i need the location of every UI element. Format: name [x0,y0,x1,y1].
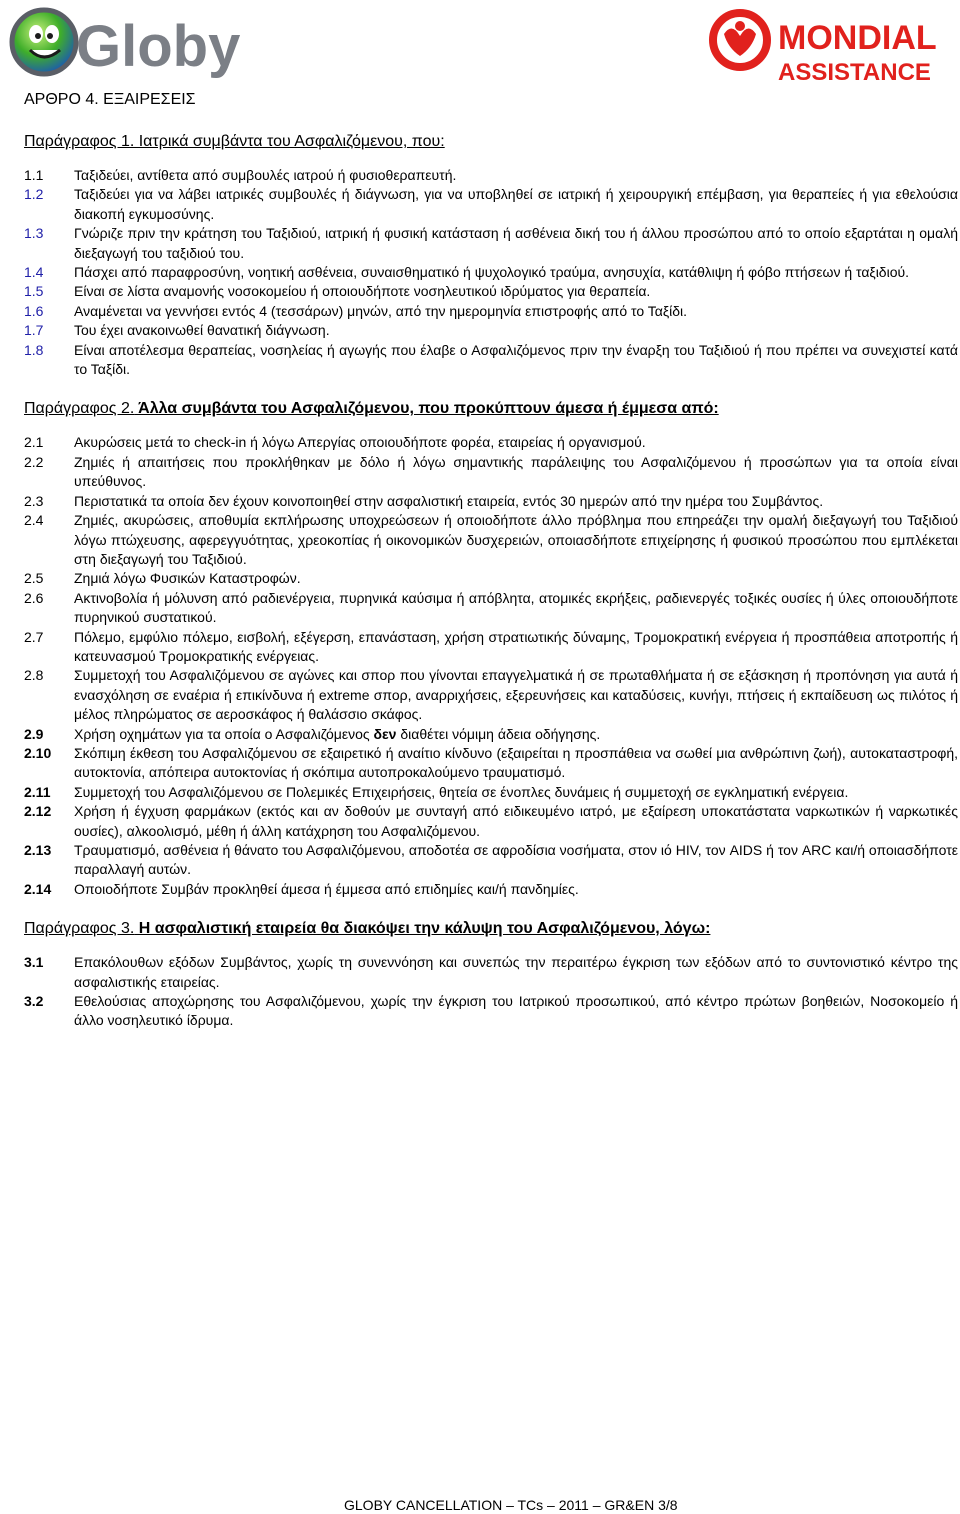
list-item: 1.8 Είναι αποτέλεσμα θεραπείας, νοσηλείας ή αγωγής που έλαβε ο Ασφαλιζόμενος πριν την έναρξη του Ταξιδιού ή που πρέπει να συνεχιστεί κατά το Ταξίδι. [24,341,958,378]
list-item: 1.5 Είναι σε λίστα αναμονής νοσοκομείου ή οποιουδήποτε νοσηλευτικού ιδρύματος για θεραπεία. [24,283,651,300]
paragraph-2-title: Παράγραφος 2. Άλλα συμβάντα του Ασφαλιζόμενου, που προκύπτουν άμεσα ή έμμεσα από: [24,400,719,418]
paragraph-3-items [24,953,958,1031]
list-item: 1.2 Ταξιδεύει για να λάβει ιατρικές συμβουλές ή διάγνωση, για να υποβληθεί σε ιατρική ή χειρουργική επέμβαση, για θεραπείες ή για εθελούσια διακοπή εγκυμοσύνης. [24,186,958,222]
list-item: 2.7 Πόλεμο, εμφύλιο πόλεμο, εισβολή, εξέγερση, επανάσταση, χρήση στρατιωτικής δύναμης, Τρομοκρατική ενέργεια ή προσπάθεια αποτροπής ή κατευνασμού Τρομοκρατικής ενέργειας. [24,628,958,664]
list-item: 2.13 Τραυματισμό, ασθένεια ή θάνατο του Ασφαλιζόμενου, αποδοτέα σε αφροδίσια νοσήματα, στον ιό HIV, τον AIDS ή τον ARC και/ή οποιασδήποτε παραλλαγή αυτών. [24,842,958,878]
list-item: 1.4 Πάσχει από παραφροσύνη, νοητική ασθένεια, συναισθηματικό ή ψυχολογικό τραύμα, ανησυχία, κατάθλιψη ή φόβο πτήσεων ή ταξιδιού. [24,264,910,281]
document-body [24,90,958,1051]
list-item: 1.3 Γνώριζε πριν την κράτηση του Ταξιδιού, ιατρική ή φυσική κατάσταση ή ασθένεια δική του ή άλλου προσώπου από το οποίο εξαρτάται η ομαλή διεξαγωγή του ταξιδιού του. [24,225,958,261]
paragraph-1-items [24,166,958,379]
list-item: 2.11 Συμμετοχή του Ασφαλιζόμενου σε Πολεμικές Επιχειρήσεις, θητεία σε ένοπλες δυνάμεις ή συμμετοχή σε εγκληματική ενέργεια. [24,783,849,800]
list-item: 3.1 Επακόλουθων εξόδων Συμβάντος, χωρίς τη συνεννόηση και συνεπώς την περαιτέρω έγκριση των εξόδων από το συντονιστικό κέντρο της ασφαλιστικής εταιρείας. [24,954,958,990]
list-item: 2.2 Ζημιές ή απαιτήσεις που προκλήθηκαν με δόλο ή λόγω σημαντικής παράλειψης του Ασφαλιζόμενου ή προσώπων για τα οποία είναι υπεύθυνος. [24,453,958,490]
list-item: 2.10 Σκόπιμη έκθεση του Ασφαλιζόμενου σε εξαιρετικό ή αναίτιο κίνδυνο (εξαιρείται η προσπάθεια να σωθεί μια ανθρώπινη ζωή), αυτοκαταστροφή, αυτοκτονία, απόπειρα αυτοκτονίας ή σκόπιμα αυτοπροκαλούμενο τραυματισμό. [24,744,958,781]
list-item: 2.12 Χρήση ή έγχυση φαρμάκων (εκτός και αν δοθούν με συνταγή από ειδικευμένο ιατρό, με εξαίρεση υποκατάστατα ναρκωτικών ή ναρκωτικές ουσίες), αλκοολισμό, μέθη ή άλλη κατάχρηση του Ασφαλιζόμενου. [24,803,958,839]
list-item: 1.7 Του έχει ανακοινωθεί θανατική διάγνωση. [24,322,330,339]
svg-text:Globy: Globy [76,14,241,79]
list-item: 2.8 Συμμετοχή του Ασφαλιζόμενου σε αγώνες και σπορ που γίνονται επαγγελματικά ή σε πρωταθλήματα ή σε εξάσκηση ή προπόνηση για αυτά ή ενασχόληση σε εναέρια ή επικίνδυνα ή extreme σπορ, αναρριχήσεις, εξερευνήσεις και καταδύσεις, κυνήγι, πτήσεις ή εκπαίδευση ως πιλότος ή μέλος πληρώματος σε αεροσκάφος ή θαλάσσιο σκάφος. [24,667,958,723]
list-item: 2.14 Οποιοδήποτε Συμβάν προκληθεί άμεσα ή έμμεσα από επιδημίες και/ή πανδημίες. [24,880,579,897]
article-title: ΑΡΘΡΟ 4. ΕΞΑΙΡΕΣΕΙΣ [24,91,196,108]
list-item: 2.6 Ακτινοβολία ή μόλυνση από ραδιενέργεια, πυρηνικά καύσιμα ή απόβλητα, ατομικές εκρήξεις, ραδιενεργές τοξικές ουσίες ή ύλες οποιουδήποτε πυρηνικού συστατικού. [24,589,958,626]
page-footer: GLOBY CANCELLATION – TCs – 2011 – GR&EN 3/8 [344,1497,678,1513]
list-item: 2.4 Ζημιές, ακυρώσεις, αποθυμία εκπλήρωσης υποχρεώσεων ή οποιοδήποτε άλλο πρόβλημα που επηρεάζει την ομαλή διεξαγωγή του Ταξιδιού λόγω πτώχευσης, αφερεγγυότητας, χρεοκοπίας ή οικονομικών δυσχερειών, οποιασδήποτε επιχείρησης ή φυσικού προσώπου που εμπλέκεται στη διεξαγωγή του Ταξιδιού. [24,512,958,567]
list-item: 2.1 Ακυρώσεις μετά το check-in ή λόγω Απεργίας οποιουδήποτε φορέα, εταιρείας ή οργανισμού. [24,434,646,451]
paragraph-2-items [24,433,958,899]
paragraph-3-title: Παράγραφος 3. Η ασφαλιστική εταιρεία θα διακόψει την κάλυψη του Ασφαλιζόμενου, λόγω: [24,920,711,938]
paragraph-1-title: Παράγραφος 1. Ιατρικά συμβάντα του Ασφαλιζόμενου, που: [24,133,445,150]
list-item: 1.6 Αναμένεται να γεννήσει εντός 4 (τεσσάρων) μηνών, από την ημερομηνία επιστροφής από το Ταξίδι. [24,302,688,319]
list-item: 1.1 Ταξιδεύει, αντίθετα από συμβουλές ιατρού ή φυσιοθεραπευτή. [24,167,457,183]
svg-text:ASSISTANCE: ASSISTANCE [778,59,931,84]
list-item: 2.3 Περιστατικά τα οποία δεν έχουν κοινοποιηθεί στην ασφαλιστική εταιρεία, εντός 30 ημερών από την ημέρα του Συμβάντος. [24,492,824,509]
list-item: 2.9 Χρήση οχημάτων για τα οποία ο Ασφαλιζόμενος δεν διαθέτει νόμιμη άδεια οδήγησης. [24,725,601,742]
list-item: 3.2 Εθελούσιας αποχώρησης του Ασφαλιζόμενου, χωρίς την έγκριση του Ιατρικού προσωπικού, από κέντρο πρώτων βοηθειών, Νοσοκομείο ή άλλο νοσηλευτικό ίδρυμα. [24,993,958,1029]
mondial-assistance-logo [700,4,958,84]
globy-logo [6,4,262,82]
list-item: 2.5 Ζημιά λόγω Φυσικών Καταστροφών. [24,570,301,587]
svg-text:MONDIAL: MONDIAL [778,19,937,57]
